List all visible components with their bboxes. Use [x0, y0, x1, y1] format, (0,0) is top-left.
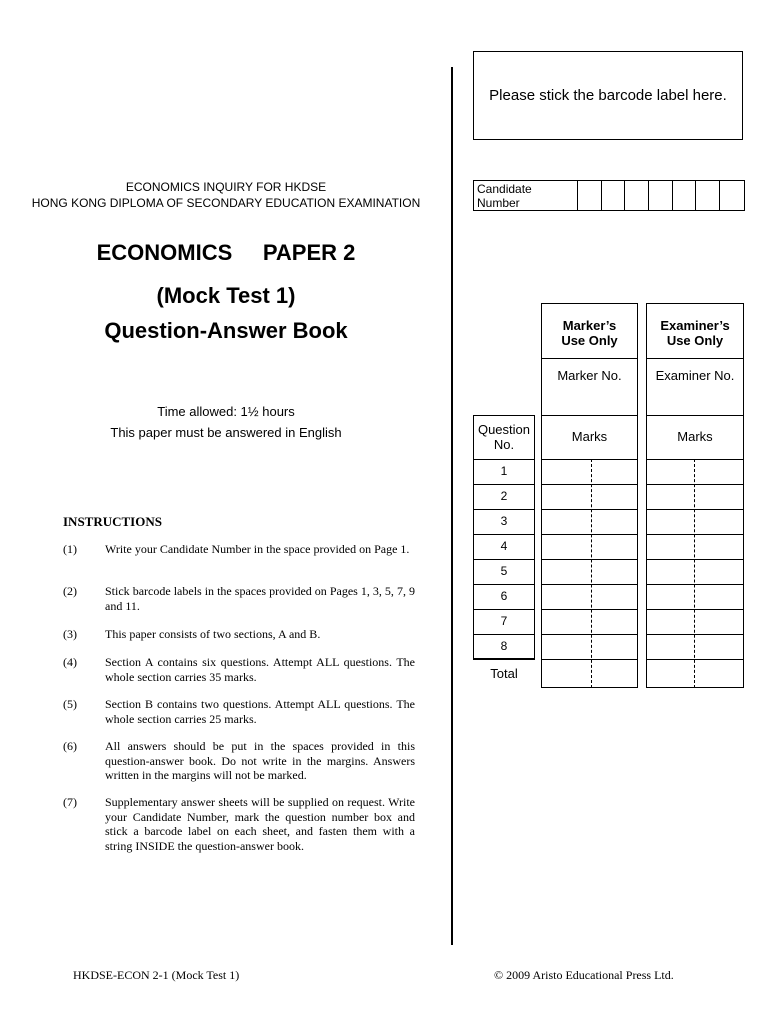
table-rule — [646, 459, 744, 460]
page-divider — [451, 67, 453, 945]
table-rule — [541, 609, 638, 610]
instructions-heading: INSTRUCTIONS — [63, 514, 162, 529]
paper-title: ECONOMICS PAPER 2 — [96, 240, 356, 265]
instruction-text: Supplementary answer sheets will be supplied on request. Write your Candidate Number, mark the question number box and stick a barcode label on each sheet, and fasten them with a string INSIDE the question-answer book. — [105, 795, 415, 853]
barcode-instruction: Please stick the barcode label here. — [489, 87, 727, 104]
instruction-number: (5) — [63, 697, 77, 711]
instruction-item — [63, 542, 415, 557]
table-rule — [646, 659, 744, 660]
table-rule — [541, 584, 638, 585]
marker-use-box — [541, 303, 638, 688]
table-rule — [646, 584, 744, 585]
instruction-text: Section B contains two questions. Attempt ALL questions. The whole section carries 25 marks. — [105, 697, 415, 726]
marker-use-heading: Marker’s Use Only — [561, 318, 618, 348]
table-rule — [541, 484, 638, 485]
instruction-text: Stick barcode labels in the spaces provided on Pages 1, 3, 5, 7, 9 and 11. — [105, 584, 415, 613]
instruction-number: (3) — [63, 627, 77, 641]
marker-no-label: Marker No. — [557, 368, 622, 383]
instruction-text: Section A contains six questions. Attempt ALL questions. The whole section carries 35 marks. — [105, 655, 415, 684]
candidate-digit-cell — [578, 181, 602, 210]
footer-copyright: © 2009 Aristo Educational Press Ltd. — [494, 968, 674, 982]
table-rule — [473, 609, 535, 610]
table-rule — [541, 509, 638, 510]
question-number: 3 — [500, 514, 508, 528]
question-number: 5 — [500, 564, 508, 578]
examiner-marks-heading: Marks — [677, 429, 713, 444]
instruction-number: (4) — [63, 655, 77, 669]
instruction-item — [63, 795, 415, 853]
candidate-digit-cell — [625, 181, 649, 210]
candidate-digit-cell — [720, 181, 744, 210]
examiner-no-label: Examiner No. — [655, 368, 735, 383]
marker-marks-heading: Marks — [571, 429, 608, 444]
table-rule — [646, 534, 744, 535]
instruction-number: (6) — [63, 739, 77, 753]
examiner-use-heading: Examiner’s Use Only — [660, 318, 730, 348]
instruction-number: (1) — [63, 542, 77, 556]
question-number: 6 — [500, 589, 508, 603]
table-rule — [473, 534, 535, 535]
candidate-digit-cell — [602, 181, 626, 210]
table-rule — [473, 584, 535, 585]
table-rule — [473, 484, 535, 485]
time-allowed: Time allowed: 1½ hours — [157, 404, 295, 419]
table-rule — [473, 559, 535, 560]
paper-subtitle: (Mock Test 1) — [156, 283, 296, 308]
question-number: 7 — [500, 614, 508, 628]
table-rule — [541, 659, 638, 660]
question-no-heading: Question No. — [477, 422, 531, 452]
table-rule — [646, 634, 744, 635]
candidate-digit-cell — [696, 181, 720, 210]
candidate-digit-cell — [649, 181, 673, 210]
book-title: Question-Answer Book — [104, 318, 348, 343]
table-rule — [646, 559, 744, 560]
series-title: ECONOMICS INQUIRY FOR HKDSE — [125, 180, 327, 194]
table-rule — [473, 459, 535, 460]
marks-dashed-divider — [591, 459, 592, 688]
examiner-use-box — [646, 303, 744, 688]
footer-paper-code: HKDSE-ECON 2-1 (Mock Test 1) — [73, 968, 240, 982]
table-rule — [541, 534, 638, 535]
table-rule — [541, 358, 638, 359]
instruction-number: (7) — [63, 795, 77, 809]
table-rule — [541, 634, 638, 635]
candidate-number-box — [473, 180, 745, 211]
question-number: 2 — [500, 489, 508, 503]
table-rule — [541, 459, 638, 460]
table-rule — [473, 509, 535, 510]
table-rule — [646, 509, 744, 510]
question-number: 4 — [500, 539, 508, 553]
instruction-text: Write your Candidate Number in the space provided on Page 1. — [105, 542, 410, 556]
table-rule — [473, 634, 535, 635]
marks-dashed-divider — [694, 459, 695, 688]
instruction-item — [63, 739, 415, 783]
candidate-digit-cell — [673, 181, 697, 210]
question-number: 1 — [500, 464, 508, 478]
instruction-item — [63, 655, 415, 684]
instruction-text: This paper consists of two sections, A and B. — [105, 627, 321, 641]
instruction-item — [63, 697, 415, 726]
table-rule — [646, 484, 744, 485]
instruction-item — [63, 584, 415, 613]
exam-title: HONG KONG DIPLOMA OF SECONDARY EDUCATION EXAMINATION — [31, 196, 421, 210]
table-rule — [541, 559, 638, 560]
total-label: Total — [490, 666, 518, 681]
instruction-text: All answers should be put in the spaces provided in this question-answer book. Do not write in the margins. Answers written in the margins will not be marked. — [105, 739, 415, 782]
language-note: This paper must be answered in English — [110, 425, 342, 440]
table-rule — [473, 659, 535, 660]
instruction-item — [63, 627, 415, 642]
instruction-number: (2) — [63, 584, 77, 598]
question-number: 8 — [500, 639, 508, 653]
barcode-label-box — [473, 51, 743, 140]
candidate-number-label: Candidate Number — [474, 181, 578, 210]
table-rule — [646, 358, 744, 359]
table-rule — [646, 609, 744, 610]
